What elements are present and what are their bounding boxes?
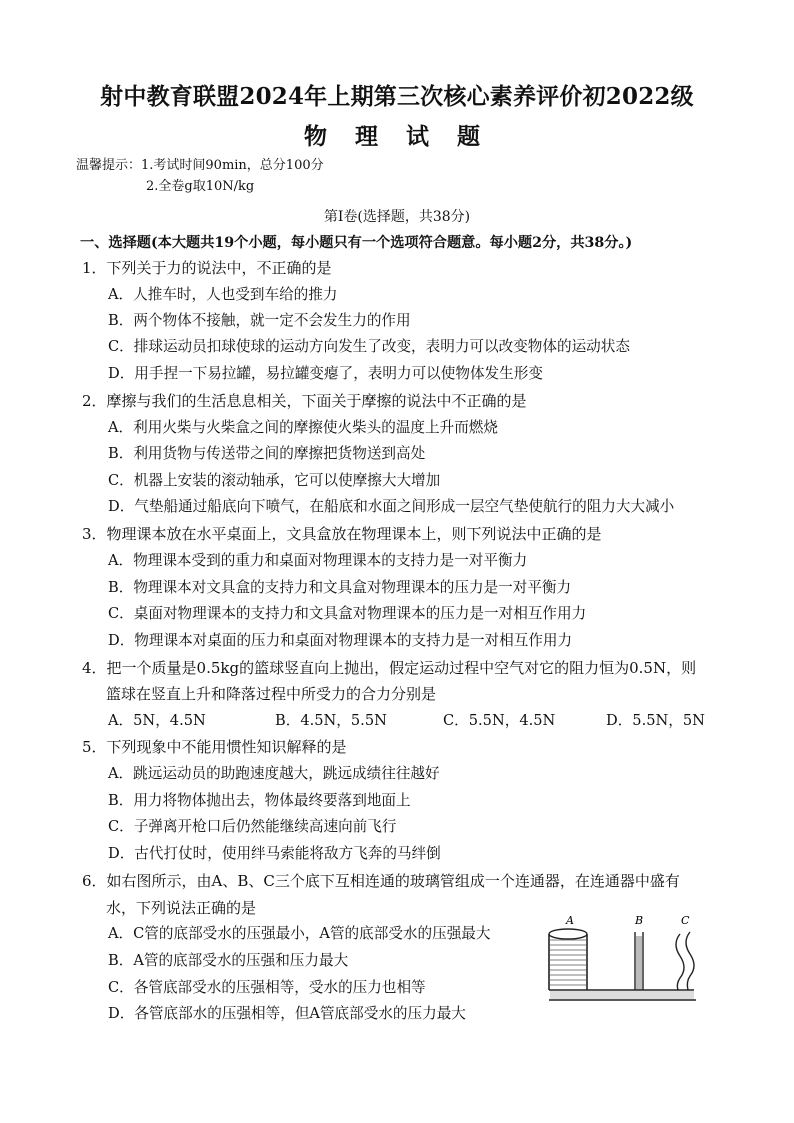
connected-vessel-figure: [544, 908, 704, 1008]
tube-c-left: [676, 934, 684, 990]
question-5-option-d: D．古代打仗时，使用绊马索能将敌方飞奔的马绊倒: [108, 845, 441, 862]
question-5-option-c: C．子弹离开枪口后仍然能继续高速向前飞行: [108, 818, 397, 835]
question-6-option-a: A．C管的底部受水的压强最小，A管的底部受水的压强最大: [108, 925, 491, 942]
question-3-option-c: C．桌面对物理课本的支持力和文具盒对物理课本的压力是一对相互作用力: [108, 605, 587, 622]
question-1-option-a: A．人推车时，人也受到车给的推力: [108, 286, 338, 303]
question-3-option-a: A．物理课本受到的重力和桌面对物理课本的支持力是一对平衡力: [108, 552, 528, 569]
question-3-option-b: B．物理课本对文具盒的支持力和文具盒对物理课本的压力是一对平衡力: [108, 579, 572, 596]
section-title: 一、选择题(本大题共19个小题，每小题只有一个选项符合题意。每小题2分，共38分。): [80, 235, 633, 251]
question-6-option-c: C．各管底部受水的压强相等，受水的压力也相等: [108, 979, 426, 996]
question-1-option-d: D．用手捏一下易拉罐，易拉罐变瘪了，表明力可以使物体发生形变: [108, 365, 543, 382]
question-5-stem: 5．下列现象中不能用惯性知识解释的是: [82, 738, 347, 756]
question-6-stem-cont: 水，下列说法正确的是: [106, 899, 257, 917]
question-2-option-b: B．利用货物与传送带之间的摩擦把货物送到高处: [108, 445, 426, 462]
question-4-stem-cont: 篮球在竖直上升和降落过程中所受力的合力分别是: [106, 685, 437, 703]
tube-c-right: [686, 932, 694, 990]
question-5-option-b: B．用力将物体抛出去，物体最终要落到地面上: [108, 792, 411, 809]
question-4-option-d: D．5.5N，5N: [606, 712, 705, 729]
question-4-option-a: A．5N，4.5N: [108, 712, 206, 729]
bottom-pipe-water: [550, 991, 694, 999]
question-2-option-c: C．机器上安装的滚动轴承，它可以使摩擦大大增加: [108, 472, 441, 489]
question-4-stem: 4．把一个质量是0.5kg的篮球竖直向上抛出，假定运动过程中空气对它的阻力恒为0.5N，则: [82, 659, 697, 677]
tube-b-water: [636, 936, 642, 990]
label-c: C: [681, 914, 690, 927]
question-2-stem: 2．摩擦与我们的生活息息相关，下面关于摩擦的说法中不正确的是: [82, 392, 527, 410]
exam-title: 射中教育联盟2024年上期第三次核心素养评价初2022级: [100, 83, 694, 110]
tip-line-2: 2.全卷g取10N/kg: [146, 179, 255, 194]
question-2-option-d: D．气垫船通过船底向下喷气，在船底和水面之间形成一层空气垫使航行的阻力大大减小: [108, 498, 675, 515]
question-4-option-b: B．4.5N，5.5N: [275, 712, 387, 729]
question-4-option-c: C．5.5N，4.5N: [443, 712, 556, 729]
question-3-option-d: D．物理课本对桌面的压力和桌面对物理课本的支持力是一对相互作用力: [108, 632, 573, 649]
tip-line-1: 温馨提示：1.考试时间90min，总分100分: [76, 158, 324, 173]
tube-a-water: [550, 940, 586, 985]
exam-subtitle: 物 理 试 题: [303, 123, 491, 150]
question-6-stem: 6．如右图所示，由A、B、C三个底下互相连通的玻璃管组成一个连通器，在连通器中盛有: [82, 872, 680, 890]
part-title: 第Ⅰ卷(选择题，共38分): [323, 209, 471, 225]
tube-a-top: [549, 929, 587, 939]
label-a: A: [566, 914, 574, 927]
question-6-option-d: D．各管底部水的压强相等，但A管底部受水的压力最大: [108, 1005, 466, 1022]
question-2-option-a: A．利用火柴与火柴盒之间的摩擦使火柴头的温度上升而燃烧: [108, 419, 498, 436]
question-1-option-b: B．两个物体不接触，就一定不会发生力的作用: [108, 312, 411, 329]
label-b: B: [635, 914, 644, 927]
question-5-option-a: A．跳远运动员的助跑速度越大，跳远成绩往往越好: [108, 765, 440, 782]
question-3-stem: 3．物理课本放在水平桌面上，文具盒放在物理课本上，则下列说法中正确的是: [82, 525, 602, 543]
question-1-stem: 1．下列关于力的说法中，不正确的是: [82, 259, 332, 277]
question-1-option-c: C．排球运动员扣球使球的运动方向发生了改变，表明力可以改变物体的运动状态: [108, 338, 630, 355]
question-6-option-b: B．A管的底部受水的压强和压力最大: [108, 952, 349, 969]
